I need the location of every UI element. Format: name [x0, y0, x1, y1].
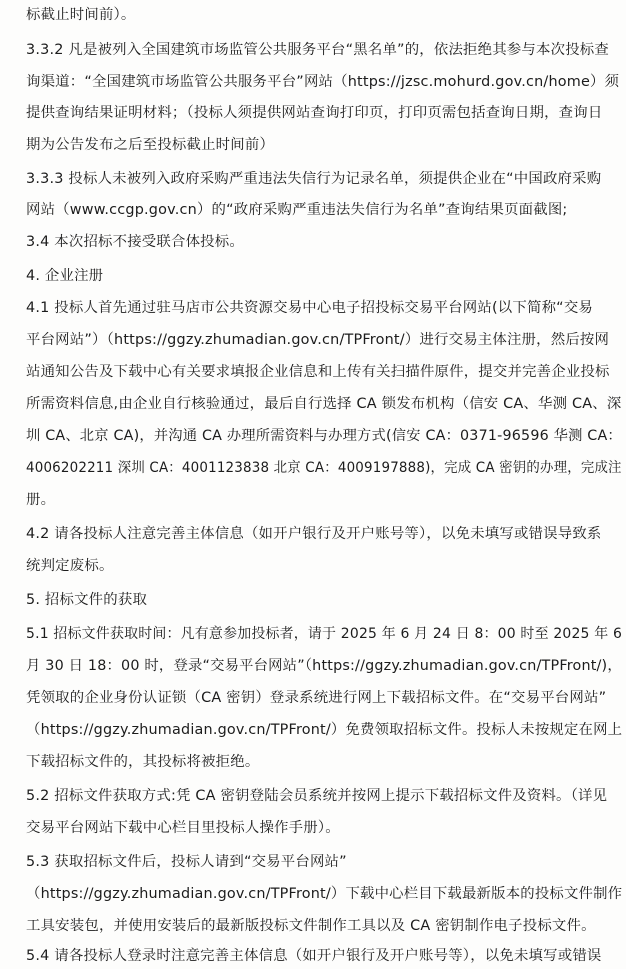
text-line: （https://ggzy.zhumadian.gov.cn/TPFront/）免费领取招标文件。投标人未按规定在网上 [26, 722, 623, 738]
text-line: 3.3.3 投标人未被列入政府采购严重违法失信行为记录名单，须提供企业在“中国政府采购 [26, 171, 602, 187]
text-line: 站通知公告及下载中心有关要求填报企业信息和上传有关扫描件原件，提交并完善企业投标 [26, 364, 610, 380]
text-line: 4.2 请各投标人注意完善主体信息（如开户银行及开户账号等），以免未填写或错误导致系 [26, 526, 602, 542]
text-line: 标截止时间前）。 [26, 7, 136, 23]
text-line: 册。 [26, 492, 56, 508]
text-line: 3.3.2 凡是被列入全国建筑市场监管公共服务平台“黑名单”的，依法拒绝其参与本次投标查 [26, 42, 609, 58]
text-line: 5.4 请各投标人登录时注意完善主体信息（如开户银行及开户账号等），以免未填写或错误 [26, 948, 602, 964]
text-line: 交易平台网站下载中心栏目里投标人操作手册）。 [26, 820, 340, 836]
section-heading: 4. 企业注册 [26, 268, 104, 284]
text-line: 4006202211 深圳 CA：4001123838 北京 CA：4009197888)，完成 CA 密钥的办理，完成注 [26, 460, 622, 476]
text-line: 圳 CA、北京 CA)，并沟通 CA 办理所需资料与办理方式(信安 CA：0371-96596 华测 CA： [26, 428, 622, 444]
text-line: 网站（www.ccgp.gov.cn）的“政府采购严重违法失信行为名单”查询结果页面截图; [26, 202, 568, 218]
text-line: 所需资料信息,由企业自行核验通过，最后自行选择 CA 锁发布机构（信安 CA、华测 CA、深 [26, 396, 622, 412]
text-line: 询渠道：“全国建筑市场监管公共服务平台”网站（https://jzsc.mohurd.gov.cn/home）须 [26, 74, 620, 90]
text-line: （https://ggzy.zhumadian.gov.cn/TPFront/）下载中心栏目下载最新版本的投标文件制作 [26, 886, 623, 902]
text-line: 提供查询结果证明材料；（投标人须提供网站查询打印页，打印页需包括查询日期，查询日 [26, 105, 603, 121]
text-line: 凭领取的企业身份认证锁（CA 密钥）登录系统进行网上下载招标文件。在“交易平台网站” [26, 690, 607, 706]
text-line: 5.1 招标文件获取时间：凡有意参加投标者，请于 2025 年 6 月 24 日 8：00 时至 2025 年 6 [26, 626, 623, 642]
text-line: 下载招标文件的，其投标将被拒绝。 [26, 754, 260, 770]
text-line: 5.2 招标文件获取方式:凭 CA 密钥登陆会员系统并按网上提示下载招标文件及资料。（详见 [26, 788, 608, 804]
text-line: 月 30 日 18：00 时，登录“交易平台网站”（https://ggzy.zhumadian.gov.cn/TPFront/)， [26, 658, 622, 674]
text-line: 工具安装包，并使用安装后的最新版投标文件制作工具以及 CA 密钥制作电子投标文件。 [26, 918, 596, 934]
section-heading: 5. 招标文件的获取 [26, 592, 148, 608]
text-line: 平台网站”）（https://ggzy.zhumadian.gov.cn/TPFront/）进行交易主体注册，然后按网 [26, 332, 610, 348]
text-line: 期为公告发布之后至投标截止时间前） [26, 137, 275, 153]
text-line: 5.3 获取招标文件后，投标人请到“交易平台网站” [26, 854, 347, 870]
text-line: 3.4 本次招标不接受联合体投标。 [26, 234, 244, 250]
text-line: 统判定废标。 [26, 558, 114, 574]
text-line: 4.1 投标人首先通过驻马店市公共资源交易中心电子招投标交易平台网站(以下简称“交易 [26, 300, 593, 316]
